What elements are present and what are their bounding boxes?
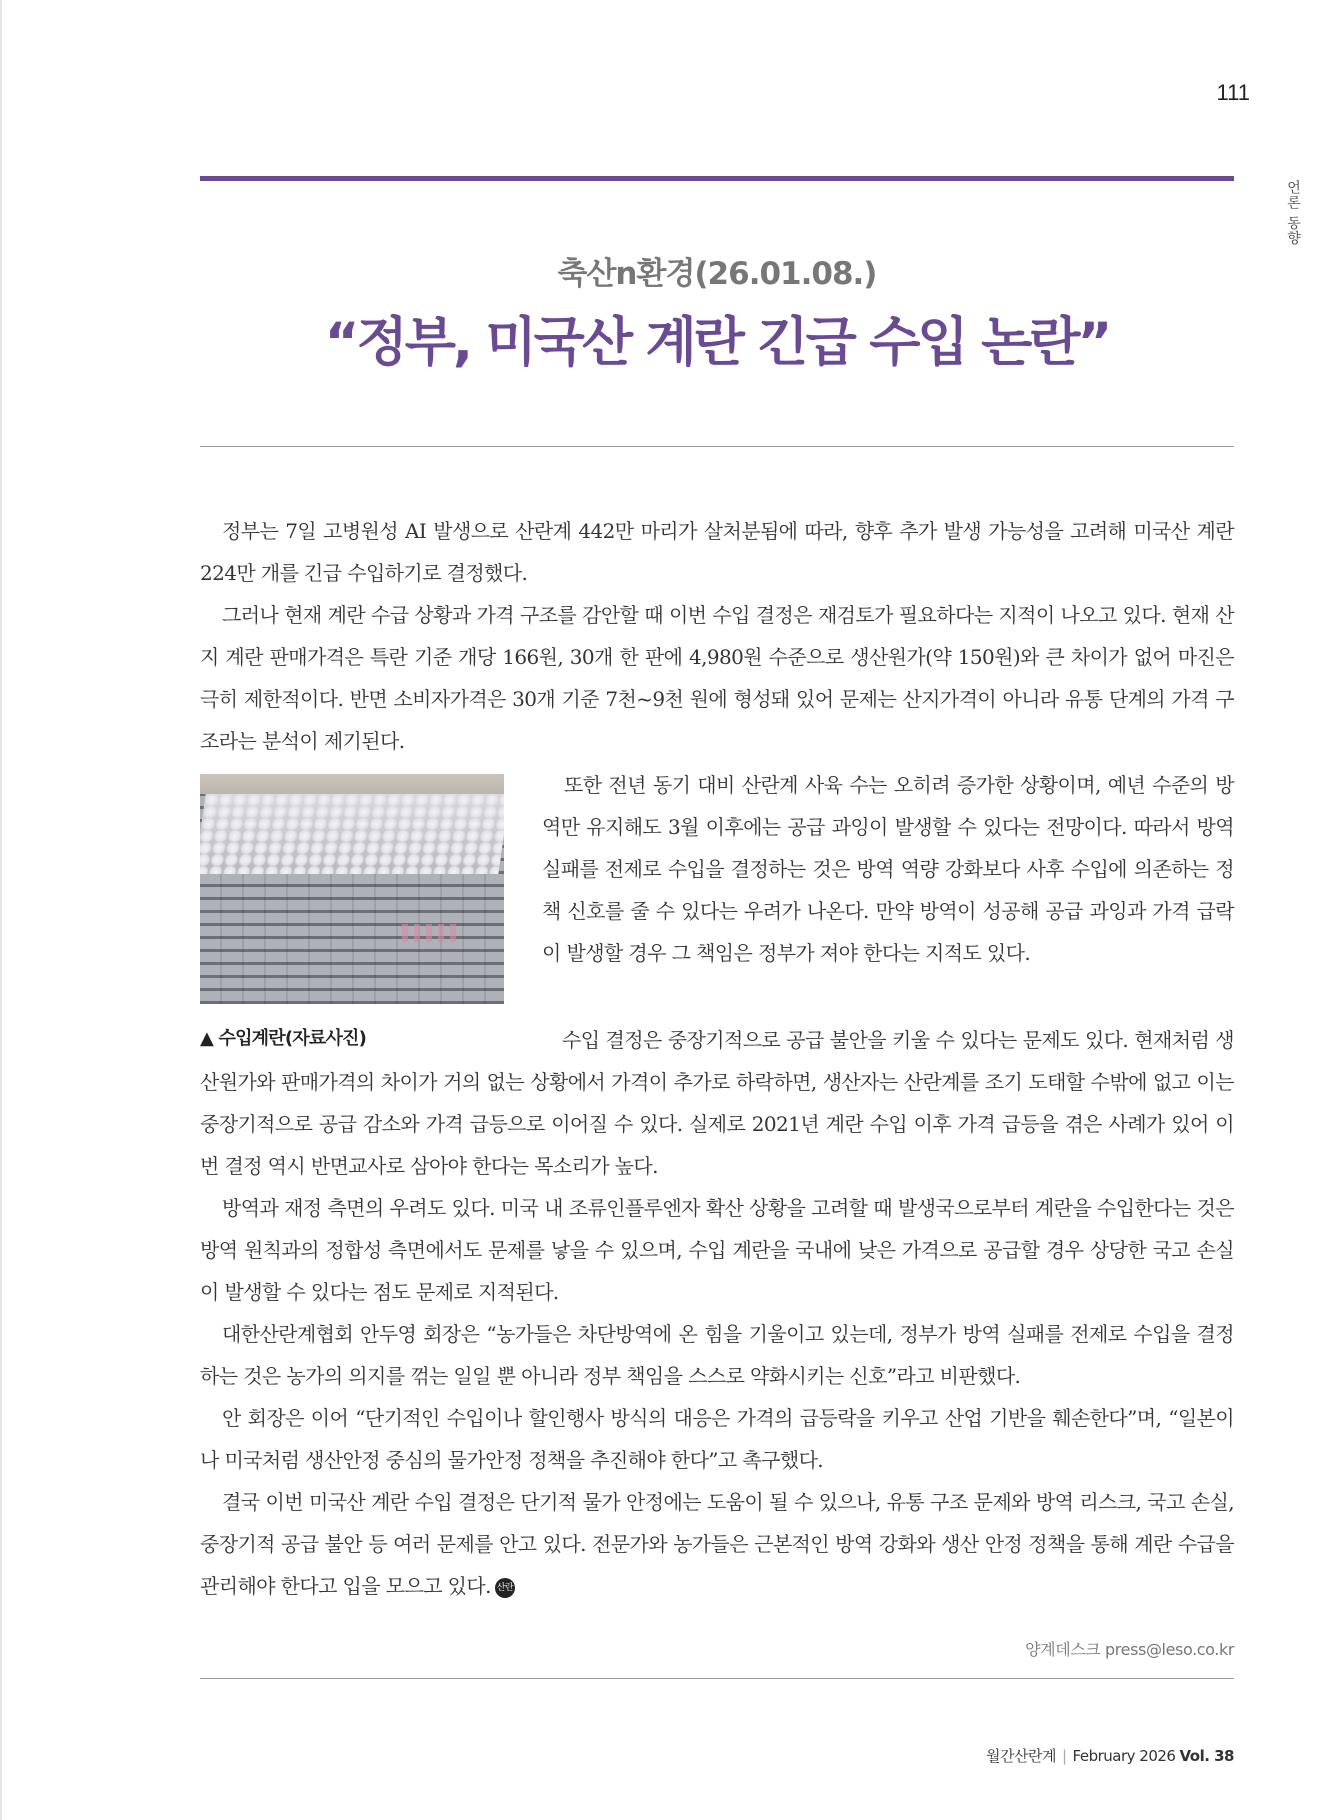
paragraph-4: 수입 결정은 중장기적으로 공급 불안을 키울 수 있다는 문제도 있다. 현재처럼 생산원가와 판매가격의 차이가 거의 없는 상황에서 가격이 추가로 하락하면, 생산자는 산란계를 조기 도태할 수밖에 없고 이는 중장기적으로 공급 감소와 가격 급등으로 이어질 수 있다. 실제로 2021년 계란 수입 이후 가격 급등을 겪은 사례가 있어 이번 결정 역시 반면교사로 삼아야 한다는 목소리가 높다. <box>200 1028 1234 1178</box>
paragraph-3: 또한 전년 동기 대비 산란계 사육 수는 오히려 증가한 상황이며, 예년 수준의 방역만 유지해도 3월 이후에는 공급 과잉이 발생할 수 있다는 전망이다. 따라서 방역 실패를 전제로 수입을 결정하는 것은 방역 역량 강화보다 사후 수입에 의존하는 정책 신호를 줄 수 있다는 우려가 나온다. 만약 방역이 성공해 공급 과잉과 가격 급락이 발생할 경우 그 책임은 정부가 져야 한다는 지적도 있다. <box>542 773 1234 965</box>
byline: 양계데스크 press@leso.co.kr <box>1025 1640 1234 1659</box>
footer-volume: Vol. 38 <box>1179 1747 1234 1765</box>
article-headline: “정부, 미국산 계란 긴급 수입 논란” <box>324 312 1110 373</box>
bottom-divider <box>200 1678 1234 1679</box>
paragraph-7: 안 회장은 이어 “단기적인 수입이나 할인행사 방식의 대응은 가격의 급등락을 키우고 산업 기반을 훼손한다”며, “일본이나 미국처럼 생산안정 중심의 물가안정 정책을 추진해야 한다”고 촉구했다. <box>200 1406 1234 1472</box>
end-mark-icon: 산란 <box>495 1578 515 1598</box>
paragraph-2: 그러나 현재 계란 수급 상황과 가격 구조를 감안할 때 이번 수입 결정은 재검토가 필요하다는 지적이 나오고 있다. 현재 산지 계란 판매가격은 특란 기준 개당 166원, 30개 한 판에 4,980원 수준으로 생산원가(약 150원)와 큰 차이가 없어 마진은 극히 제한적이다. 반면 소비자가격은 30개 기준 7천~9천 원에 형성돼 있어 문제는 산지가격이 아니라 유통 단계의 가격 구조라는 분석이 제기된다. <box>200 603 1234 753</box>
page-number: 111 <box>1216 80 1250 105</box>
section-tab: 언론 동향 <box>1285 180 1301 246</box>
footer-magazine: 월간산란계 <box>986 1747 1056 1765</box>
headline-divider <box>200 446 1234 447</box>
paragraph-8 <box>200 1481 1234 1607</box>
article-source: 축산n환경(26.01.08.) <box>557 256 877 292</box>
paragraph-8-text: 결국 이번 미국산 계란 수입 결정은 단기적 물가 안정에는 도움이 될 수 있으나, 유통 구조 문제와 방역 리스크, 국고 손실, 중장기적 공급 불안 등 여러 문제를 안고 있다. 전문가와 농가들은 근본적인 방역 강화와 생산 안정 정책을 통해 계란 수급을 관리해야 한다고 입을 모으고 있다. <box>200 1490 1234 1598</box>
egg-tray-top <box>200 794 504 874</box>
page-edge <box>0 0 2 1820</box>
egg-tray-label <box>402 924 462 942</box>
footer-issue: February 2026 <box>1072 1747 1176 1765</box>
paragraph-5: 방역과 재정 측면의 우려도 있다. 미국 내 조류인플루엔자 확산 상황을 고려할 때 발생국으로부터 계란을 수입한다는 것은 방역 원칙과의 정합성 측면에서도 문제를 낳을 수 있으며, 수입 계란을 국내에 낮은 가격으로 공급할 경우 상당한 국고 손실이 발생할 수 있다는 점도 문제로 지적된다. <box>200 1196 1234 1304</box>
paragraph-6: 대한산란계협회 안두영 회장은 “농가들은 차단방역에 온 힘을 기울이고 있는데, 정부가 방역 실패를 전제로 수입을 결정하는 것은 농가의 의지를 꺾는 일일 뿐 아니라 정부 책임을 스스로 약화시키는 신호”라고 비판했다. <box>200 1322 1234 1388</box>
page-footer <box>800 1745 1234 1766</box>
paragraph-1: 정부는 7일 고병원성 AI 발생으로 산란계 442만 마리가 살처분됨에 따라, 향후 추가 발생 가능성을 고려해 미국산 계란 224만 개를 긴급 수입하기로 결정했다. <box>200 519 1234 585</box>
footer-separator: | <box>1061 1747 1067 1765</box>
image-caption: ▲ 수입계란(자료사진) <box>200 1028 367 1049</box>
imported-eggs-photo <box>200 774 504 1004</box>
top-divider <box>200 176 1234 181</box>
